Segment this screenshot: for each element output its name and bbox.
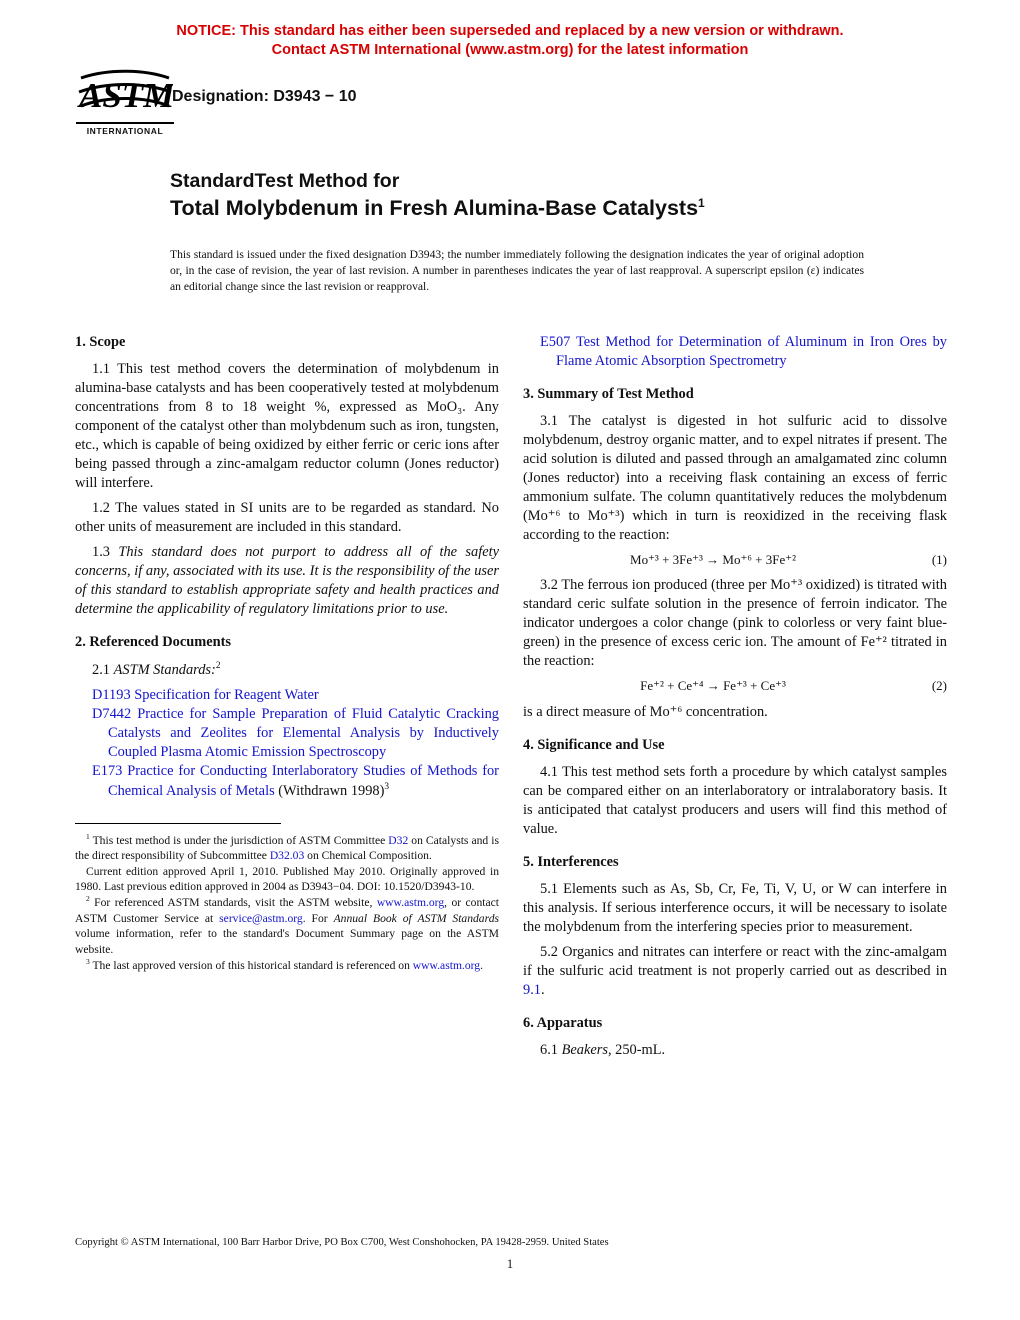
withdrawal-notice <box>0 22 1020 59</box>
left-column <box>75 333 499 1066</box>
para-6-1-number: 6.1 <box>540 1041 558 1058</box>
d32-link[interactable]: D32 <box>388 833 409 847</box>
footnote-1-edition: Current edition approved April 1, 2010. Published May 2010. Originally approved in 1980. Last previous edition approved in 2004 as D3943−04. DOI: 10.1520/D3943-10. <box>75 864 499 894</box>
e507-title: Test Method for Determination of Aluminum in Iron Ores by Flame Atomic Absorption Spectrometry <box>556 334 947 370</box>
ref-item-e507 <box>523 333 947 371</box>
footnote-1 <box>75 832 499 864</box>
section-1-heading: 1. Scope <box>75 334 126 350</box>
notice-line1: NOTICE: This standard has either been superseded and replaced by a new version or withdrawn. <box>176 23 844 39</box>
beakers-label: Beakers, <box>561 1041 612 1058</box>
e173-withdrawn-note: (Withdrawn 1998) <box>274 782 385 799</box>
d32-03-link[interactable]: D32.03 <box>269 849 305 863</box>
footer-copyright: Copyright © ASTM International, 100 Barr Harbor Drive, PO Box C700, West Conshohocken, PA 19428-2959. United States <box>75 1237 609 1248</box>
footnote-1-marker: 1 <box>86 831 90 841</box>
d7442-link[interactable] <box>92 706 499 760</box>
ref-item-d7442 <box>75 705 499 762</box>
title-text: Total Molybdenum in Fresh Alumina-Base Catalysts <box>170 196 699 221</box>
equation-1 <box>523 551 947 568</box>
ref-item-e173 <box>75 762 499 801</box>
footnote-2-text-4: volume information, refer to the standard's Document Summary page on the ASTM website. <box>75 927 499 956</box>
footnote-3-ref: 3 <box>384 782 390 793</box>
equation-1-body: Mo⁺³ + 3Fe⁺³ → Mo⁺⁶ + 3Fe⁺² <box>630 552 796 568</box>
para-2-1 <box>75 660 499 680</box>
issuance-note: This standard is issued under the fixed designation D3943; the number immediately following the designation indicates the year of original adoption or, in the case of revision, the year of last revision. A number in parentheses indicates the year of last reapproval. A superscript epsilon (ε) indicates an editorial change since the last revision or reapproval. <box>170 248 864 294</box>
equation-2-number: (2) <box>931 678 947 694</box>
notice-line2: Contact ASTM International (www.astm.org) for the latest information <box>271 41 749 58</box>
e507-code: E507 <box>540 334 571 350</box>
service-email-link[interactable]: service@astm.org <box>219 911 303 925</box>
e173-code: E173 <box>92 763 123 780</box>
d1193-code: D1193 <box>92 687 131 704</box>
footnote-2-text-1: For referenced ASTM standards, visit the ASTM website, <box>89 896 377 910</box>
footnote-2 <box>75 894 499 956</box>
para-6-1 <box>523 1041 947 1060</box>
document-title <box>170 170 705 221</box>
astm-logo-mark <box>77 64 173 116</box>
footnote-separator <box>75 823 281 824</box>
para-3-1: 3.1 The catalyst is digested in hot sulfuric acid to dissolve molybdenum, destroy organic matter, and to expel nitrates if present. The acid solution is diluted and passed through an amalgamated zinc column (Jones reductor) into a receiving flask containing an excess of ferric ammonium sulfate. The column quantitatively reduces the molybdenum (Mo⁺⁶ to Mo⁺³) which in turn is reoxidized in the receiving flask according to the reaction: <box>523 413 947 544</box>
annual-book-title: Annual Book of ASTM Standards <box>333 911 499 925</box>
section-3-heading: 3. Summary of Test Method <box>523 386 694 403</box>
title-footnote-ref: 1 <box>698 196 705 210</box>
para-1-2: 1.2 The values stated in SI units are to be regarded as standard. No other units of measurement are included in this standard. <box>75 500 499 536</box>
designation: Designation: D3943 − 10 <box>172 88 357 105</box>
para-1-1: 1.1 This test method covers the determination of molybdenum in alumina-base catalysts and has been cooperatively tested at molybdenum concentrations from 8 to 18 weight %, expressed as MoO₃. Any component of the catalyst other than molybdenum such as iron, tungsten, etc., which is capable of being oxidized by either ferric or ceric ions after being passed through a zinc-amalgam reductor column (Jones reductor) will interfere. <box>75 361 499 492</box>
para-1-3-text: This standard does not purport to address all of the safety concerns, if any, associated with its use. It is the responsibility of the user of this standard to establish appropriate safety and health practices and determine the applicability of regulatory limitations prior to use. <box>75 544 499 618</box>
footnote-2-text-2: , or contact ASTM Customer Service at <box>75 896 499 925</box>
para-1-3 <box>75 543 499 619</box>
para-3-2-continuation: is a direct measure of Mo⁺⁶ concentration. <box>523 703 768 720</box>
two-column-body <box>75 333 947 1066</box>
para-5-2-text-1: 5.2 Organics and nitrates can interfere or react with the zinc-amalgam if the sulfuric acid treatment is not properly carried out as described in <box>523 943 947 979</box>
d7442-title: Practice for Sample Preparation of Fluid Catalytic Cracking Catalysts and Zeolites for Elemental Analysis by Inductively Coupled Plasma Atomic Emission Spectroscopy <box>108 706 499 761</box>
para-5-1: 5.1 Elements such as As, Sb, Cr, Fe, Ti, V, U, or W can interfere in this analysis. If serious interference occurs, it will be necessary to isolate the molybdenum from the interfering species prior to measurement. <box>523 880 947 935</box>
footnote-3-text-2: . <box>480 958 484 972</box>
footnote-2-text-3: . For <box>302 911 334 925</box>
svg-text:ASTM: ASTM <box>79 76 173 115</box>
astm-standards-label: ASTM Standards: <box>113 662 216 679</box>
equation-2-body: Fe⁺² + Ce⁺⁴ → Fe⁺³ + Ce⁺³ <box>640 678 786 694</box>
para-6-1-text: 250-mL. <box>611 1041 666 1058</box>
page-number: 1 <box>506 1257 514 1271</box>
astm-website-link[interactable]: www.astm.org <box>376 896 445 910</box>
footnote-2-ref: 2 <box>215 661 221 672</box>
equation-2 <box>523 677 947 694</box>
e507-link[interactable] <box>540 334 947 369</box>
section-9-1-link[interactable]: 9.1 <box>523 981 541 998</box>
equation-1-number: (1) <box>931 552 947 568</box>
footnote-3 <box>75 957 499 973</box>
footnote-2-marker: 2 <box>86 894 90 904</box>
para-1-3-number: 1.3 <box>92 544 110 561</box>
footnotes-block <box>75 823 499 973</box>
ref-item-d1193 <box>75 686 499 705</box>
section-6-heading: 6. Apparatus <box>523 1014 603 1031</box>
astm-logo <box>76 64 174 136</box>
astm-logo-international-label: INTERNATIONAL <box>76 122 174 136</box>
footnote-1-text-1: This test method is under the jurisdiction of ASTM Committee <box>89 833 389 847</box>
section-2-heading: 2. Referenced Documents <box>75 634 231 651</box>
section-4-heading: 4. Significance and Use <box>523 736 665 753</box>
footnote-3-astm-website-link[interactable]: www.astm.org <box>412 958 481 972</box>
d1193-link[interactable] <box>92 687 319 703</box>
right-column <box>523 333 947 1066</box>
para-3-2: 3.2 The ferrous ion produced (three per Mo⁺³ oxidized) is titrated with standard ceric sulfate solution in the presence of ferroin indicator. The indicator undergoes a color change (pink to colorless or very faint blue-green) in the presence of excess ceric ion. The amount of Fe⁺² titrated in the reaction: <box>523 577 947 670</box>
section-5-heading: 5. Interferences <box>523 853 619 870</box>
title-line1: StandardTest Method for <box>170 170 400 192</box>
d1193-title: Specification for Reagent Water <box>134 687 319 704</box>
para-2-1-number: 2.1 <box>92 662 110 679</box>
footnote-3-text-1: The last approved version of this historical standard is referenced on <box>89 958 413 972</box>
para-4-1: 4.1 This test method sets forth a procedure by which catalyst samples can be compared either on an interlaboratory or intralaboratory basis. It is anticipated that catalyst producers and users will find this method of value. <box>523 763 947 837</box>
para-5-2 <box>523 943 947 1000</box>
e173-title: Practice for Conducting Interlaboratory Studies of Methods for Chemical Analysis of Metals <box>108 763 499 799</box>
footnote-1-text-3: on Chemical Composition. <box>304 849 432 863</box>
footnote-1-text-2: on Catalysts and is the direct responsibility of Subcommittee <box>75 833 499 863</box>
d7442-code: D7442 <box>92 706 132 723</box>
footnote-3-marker: 3 <box>86 956 90 966</box>
para-5-2-text-2: . <box>541 981 545 998</box>
title-line2 <box>170 196 705 221</box>
